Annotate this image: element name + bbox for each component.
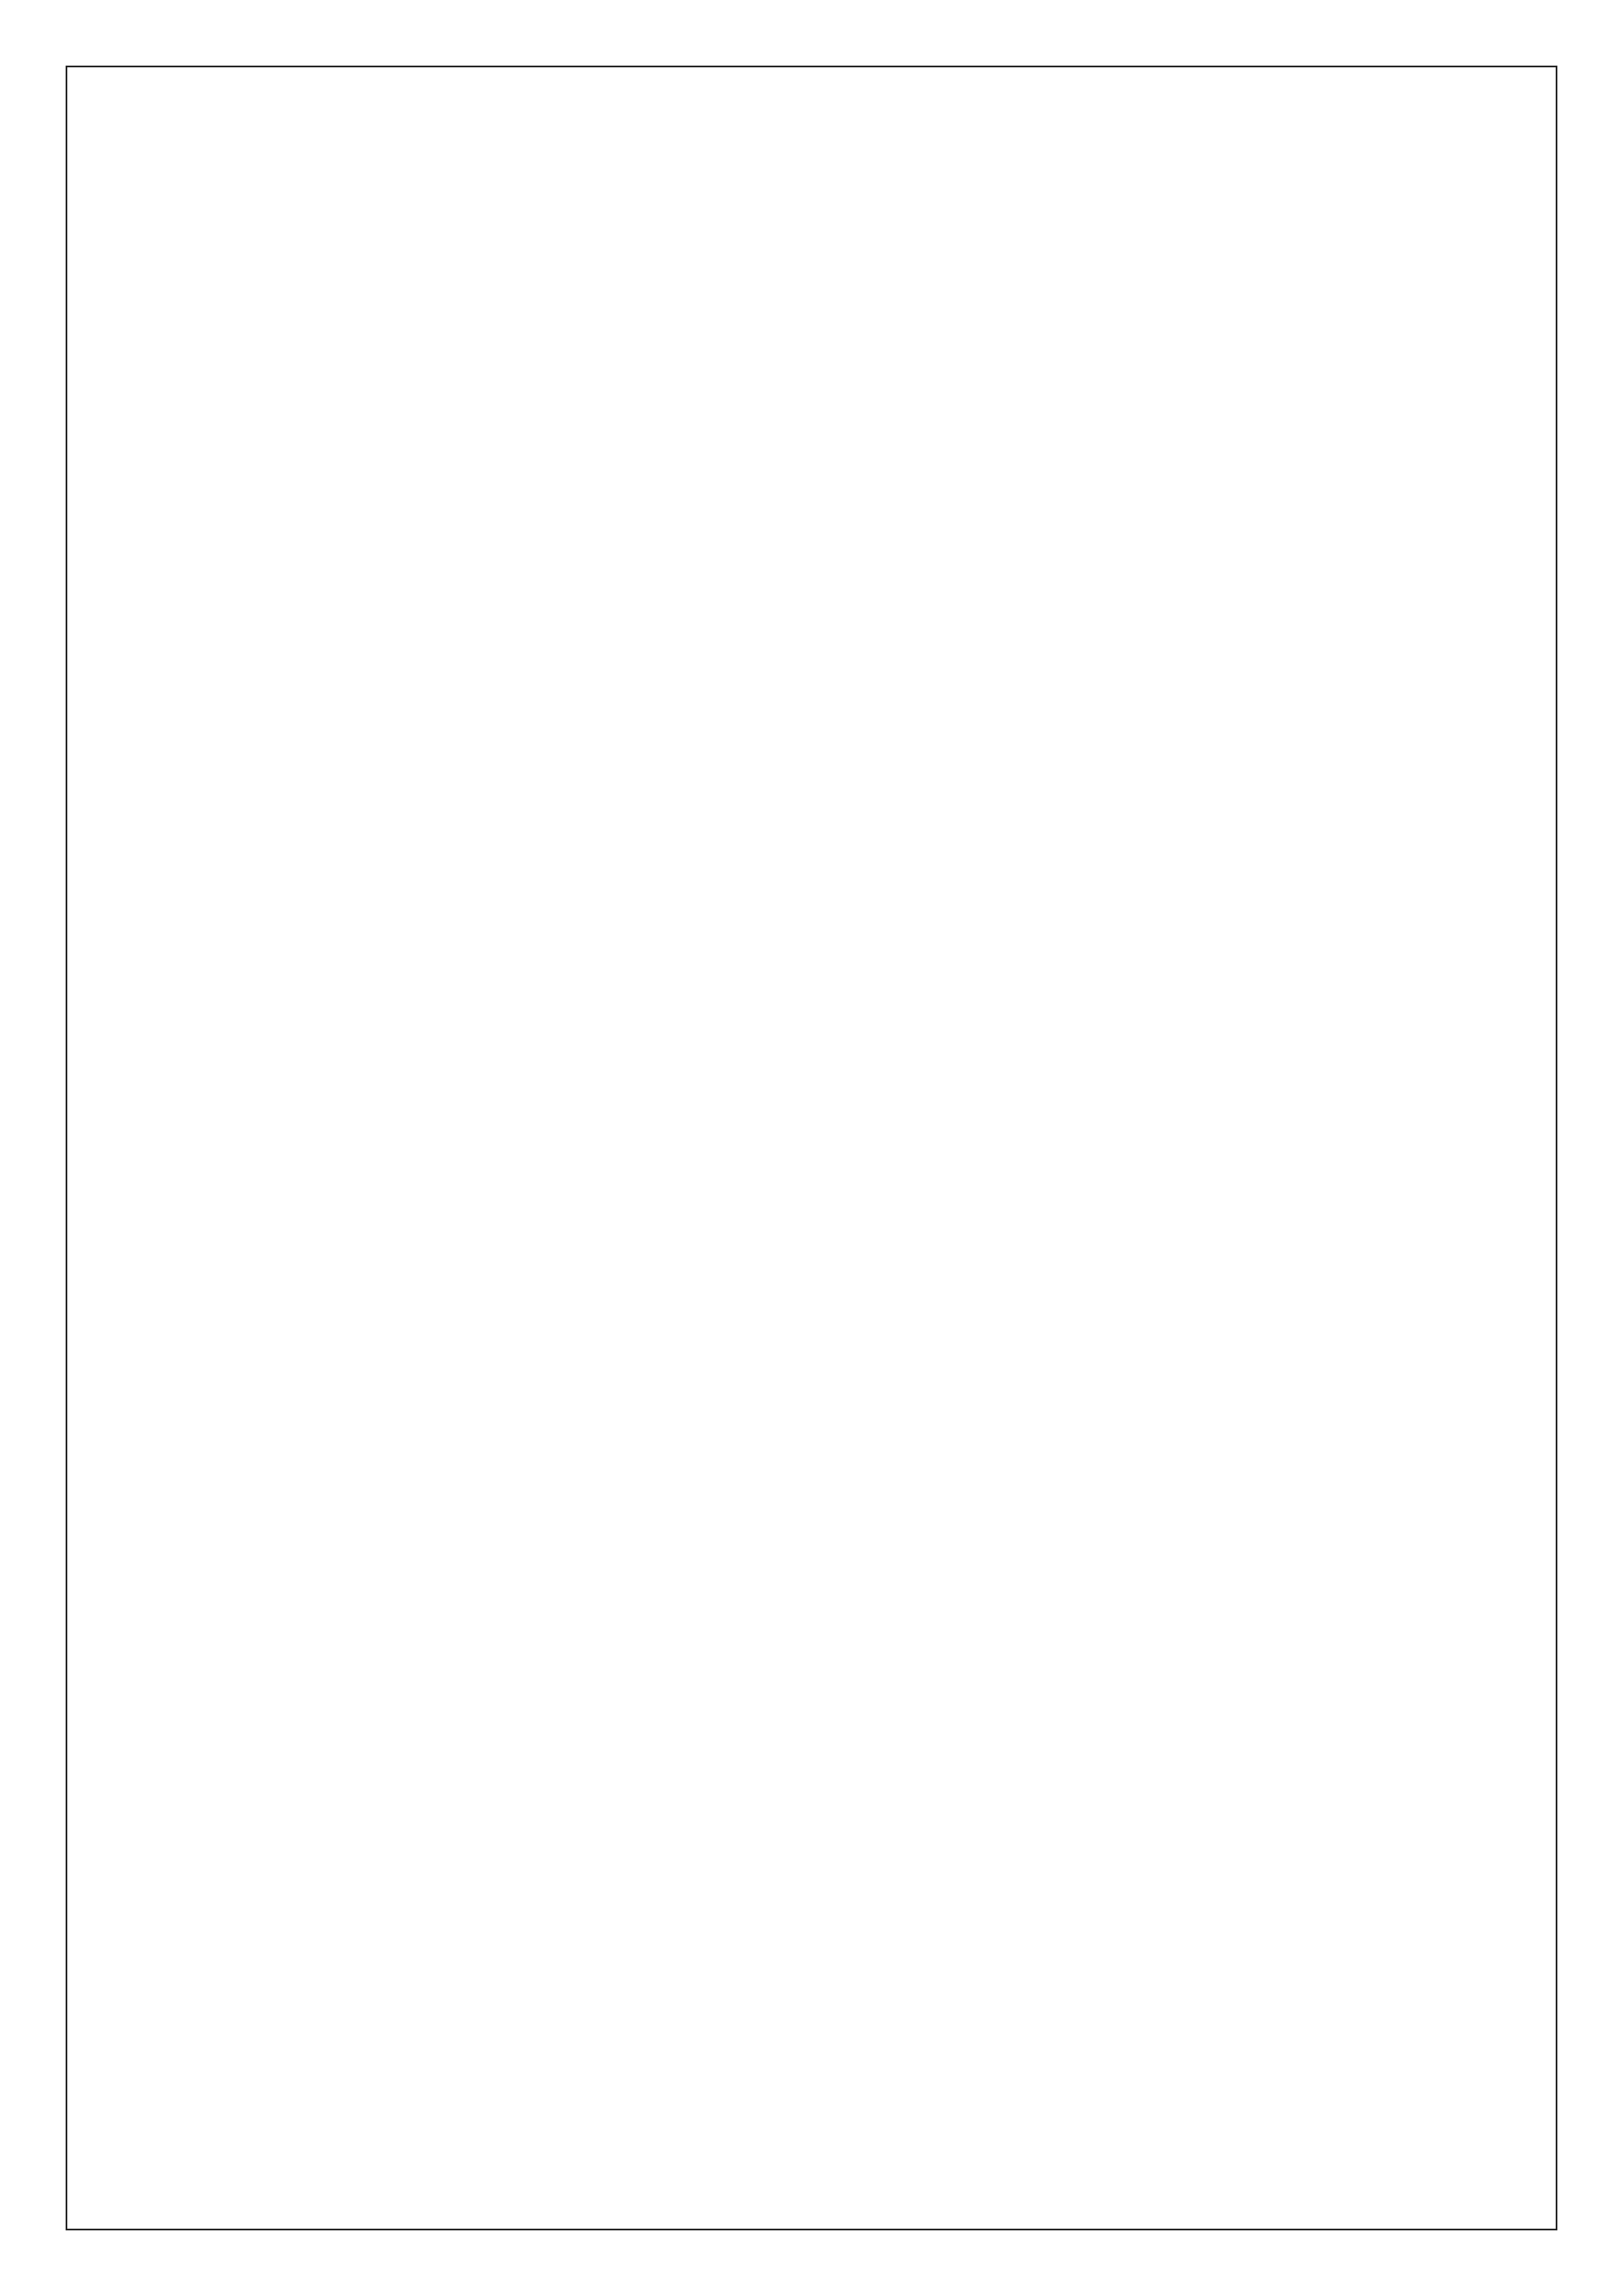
page-border <box>66 66 1557 2230</box>
title-container <box>0 205 1623 216</box>
